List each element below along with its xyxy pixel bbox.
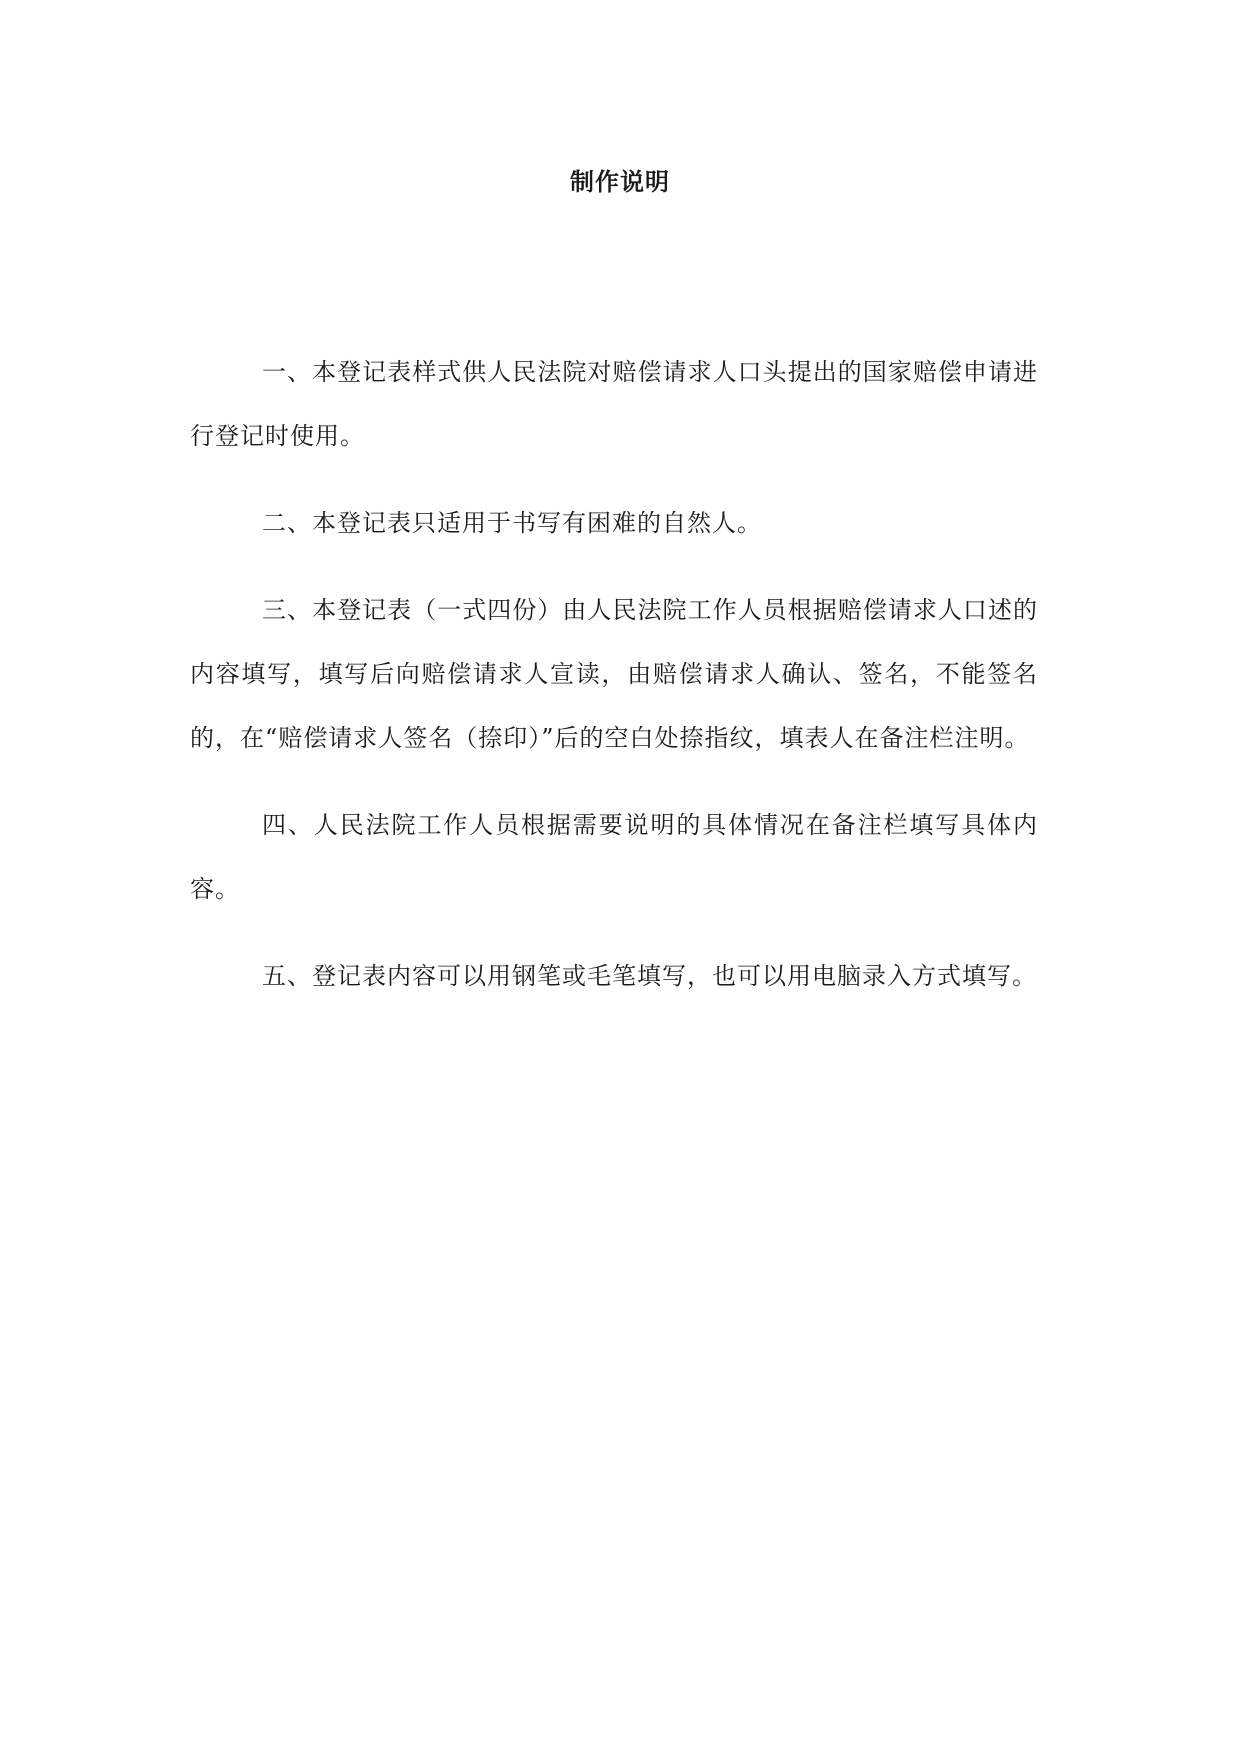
- instruction-paragraph-4: 四、人民法院工作人员根据需要说明的具体情况在备注栏填写具体内容。: [190, 811, 1038, 903]
- instructions-body: [190, 340, 1038, 1008]
- page-title: 制作说明: [570, 167, 670, 196]
- instruction-paragraph-2: 二、本登记表只适用于书写有困难的自然人。: [262, 509, 762, 537]
- instruction-paragraph-5: 五、登记表内容可以用钢笔或毛笔填写，也可以用电脑录入方式填写。: [262, 962, 1037, 990]
- instruction-paragraph-3: 三、本登记表（一式四份）由人民法院工作人员根据赔偿请求人口述的内容填写，填写后向赔偿请求人宣读，由赔偿请求人确认、签名，不能签名的，在“赔偿请求人签名（捺印）”后的空白处捺指纹，填表人在备注栏注明。: [190, 596, 1038, 752]
- instruction-paragraph-1: 一、本登记表样式供人民法院对赔偿请求人口头提出的国家赔偿申请进行登记时使用。: [190, 358, 1038, 450]
